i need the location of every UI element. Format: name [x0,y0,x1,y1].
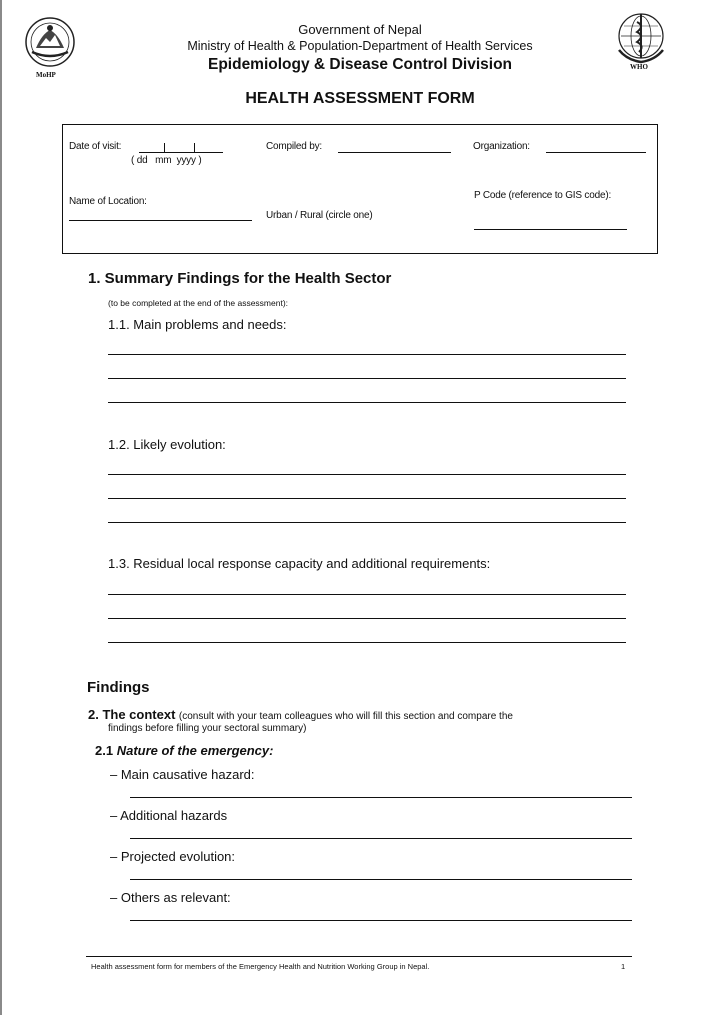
question-1-3: 1.3. Residual local response capacity and additional requirements: [108,556,491,571]
nature-title: Nature of the emergency: [116,743,274,758]
answer-line[interactable] [108,354,626,355]
location-label: Name of Location: [69,196,147,207]
mohp-logo-caption: MoHP [36,71,56,79]
page-edge [0,0,2,1015]
date-format-hint: ( dd mm yyyy ) [131,155,202,166]
section1-title: 1. Summary Findings for the Health Sector [88,270,392,287]
footer-divider [86,956,632,957]
date-of-visit-label: Date of visit: [69,141,122,152]
answer-line[interactable] [108,474,626,475]
division-heading: Epidemiology & Disease Control Division [207,56,513,73]
context-note-line1: (consult with your team colleagues who will fill this section and compare the [178,711,513,722]
answer-line[interactable] [108,498,626,499]
context-note-line2: findings before filling your sectoral summary) [108,723,307,734]
date-separator-1 [164,143,165,153]
organization-field[interactable] [546,152,646,153]
answer-line[interactable] [108,402,626,403]
nature-of-emergency-heading [95,743,273,758]
urban-rural-label: Urban / Rural (circle one) [266,210,373,221]
ministry-heading: Ministry of Health & Population-Department of Health Services [187,39,533,53]
organization-label: Organization: [473,141,530,152]
form-title: HEALTH ASSESSMENT FORM [245,90,475,107]
answer-line[interactable] [130,797,632,798]
location-field[interactable] [69,220,252,221]
item-projected-evolution: – Projected evolution: [110,849,236,864]
who-logo-caption: WHO [630,63,648,71]
date-field[interactable] [139,152,223,153]
findings-heading: Findings [87,679,150,696]
date-separator-2 [194,143,195,153]
compiled-by-field[interactable] [338,152,451,153]
context-title: 2. The context [88,707,176,722]
item-main-causative-hazard: – Main causative hazard: [110,767,255,782]
nature-number: 2.1 [95,743,114,758]
footer-text: Health assessment form for members of the Emergency Health and Nutrition Working Group in Nepal. [91,962,430,971]
question-1-1: 1.1. Main problems and needs: [108,317,287,332]
answer-line[interactable] [108,618,626,619]
section1-note: (to be completed at the end of the assessment): [108,298,289,308]
question-1-2: 1.2. Likely evolution: [108,437,226,452]
pcode-field[interactable] [474,229,627,230]
answer-line[interactable] [108,642,626,643]
item-others-as-relevant: – Others as relevant: [110,890,231,905]
pcode-label: P Code (reference to GIS code): [474,190,612,201]
visit-info-box [62,124,658,254]
answer-line[interactable] [108,522,626,523]
context-paragraph [88,707,636,722]
answer-line[interactable] [108,378,626,379]
answer-line[interactable] [130,920,632,921]
answer-line[interactable] [130,838,632,839]
footer-page-number: 1 [621,962,626,971]
compiled-by-label: Compiled by: [266,141,322,152]
item-additional-hazards: – Additional hazards [110,808,228,823]
answer-line[interactable] [130,879,632,880]
government-heading: Government of Nepal [298,22,422,37]
answer-line[interactable] [108,594,626,595]
